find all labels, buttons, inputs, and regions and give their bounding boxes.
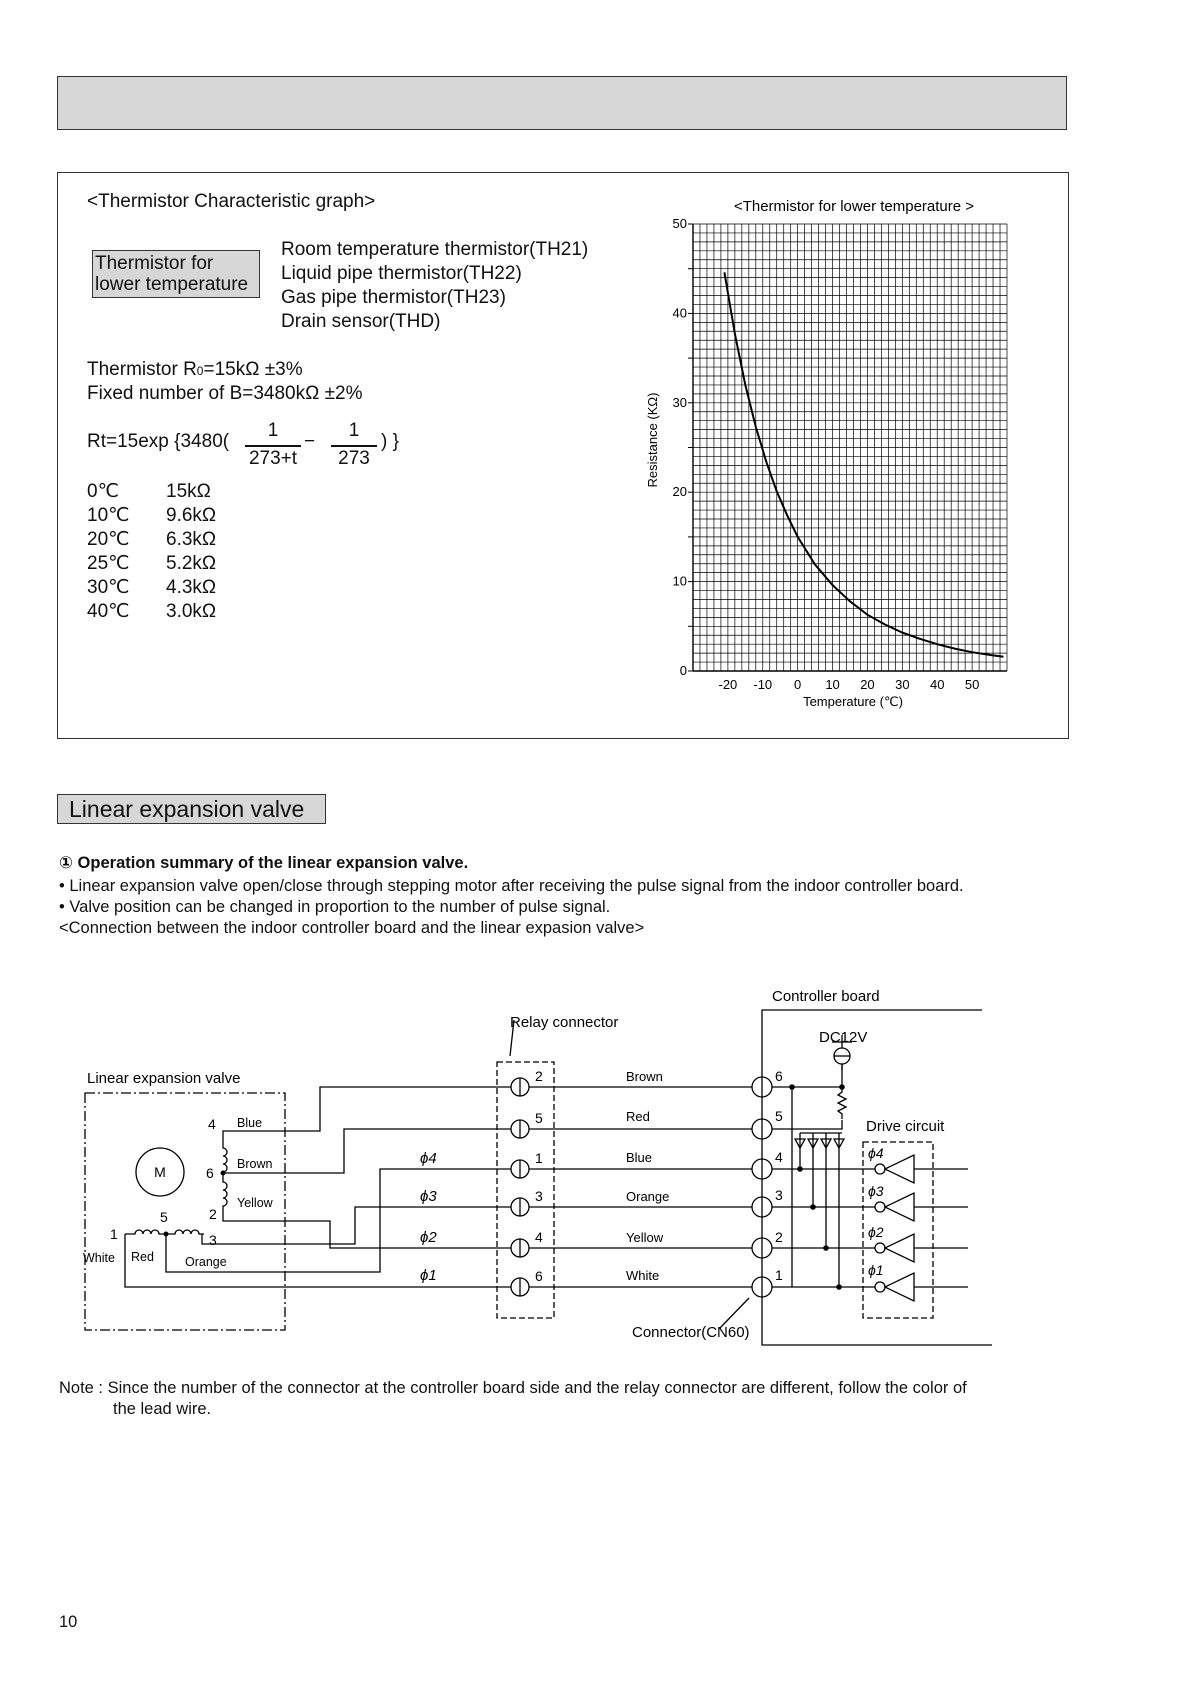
y-tick-label: 30 (672, 394, 687, 410)
motor-label: M (154, 1164, 166, 1180)
formula-num2: 1 (348, 420, 360, 441)
wire-color-label: Brown (626, 1069, 663, 1084)
phase-label: ϕ4 (420, 1150, 437, 1167)
x-tick-label: -10 (753, 677, 773, 692)
drive-phase-label: ϕ1 (868, 1262, 884, 1278)
connection-heading: <Connection between the indoor controller board and the linear expasion valve> (59, 919, 645, 937)
dc12v-label: DC12V (819, 1029, 868, 1046)
relay-connector-label: Relay connector (510, 1014, 619, 1031)
note-line-2: the lead wire. (113, 1400, 212, 1418)
formula-den1: 273+t (248, 448, 298, 469)
thermistor-graph-heading: <Thermistor Characteristic graph> (87, 191, 376, 212)
driver-triangle (885, 1193, 914, 1221)
x-tick-label: 20 (860, 677, 875, 692)
relay-pin-number: 4 (535, 1229, 543, 1245)
bullet-item: • Linear expansion valve open/close through stepping motor after receiving the pulse signal from the indoor controller board. (59, 877, 964, 895)
controller-board-outline (762, 1010, 992, 1345)
board-pin-number: 4 (775, 1149, 783, 1165)
controller-board-label: Controller board (772, 988, 880, 1005)
x-tick-label: 10 (825, 677, 840, 692)
formula-minus: − (304, 431, 316, 452)
thermistor-chart (0, 0, 1180, 740)
drive-phase-label: ϕ2 (868, 1224, 884, 1240)
driver-triangle (885, 1273, 914, 1301)
wire-color-label: Blue (626, 1150, 653, 1165)
y-tick-label: 10 (672, 573, 687, 589)
y-tick-label: 50 (672, 216, 687, 231)
motor-wire-label: Yellow (237, 1196, 273, 1210)
table-temp: 20℃ (87, 529, 130, 550)
tag-line-2: lower temperature (95, 274, 249, 295)
board-pin-number: 1 (775, 1267, 783, 1283)
phase-label: ϕ3 (420, 1188, 437, 1205)
x-tick-label: -20 (718, 677, 738, 692)
y-tick-label: 40 (672, 305, 687, 321)
relay-pin-number: 1 (535, 1150, 543, 1166)
formula-suffix: ) } (381, 431, 399, 452)
board-pin-number: 6 (775, 1068, 783, 1084)
sensor-item: Gas pipe thermistor(TH23) (281, 287, 506, 308)
motor-pin: 5 (160, 1209, 168, 1225)
table-res: 4.3kΩ (166, 577, 217, 598)
summary-heading: ① Operation summary of the linear expansion valve. (59, 854, 469, 872)
wiring-diagram (0, 960, 1180, 1360)
relay-pin-number: 5 (535, 1110, 543, 1126)
driver-bubble (875, 1202, 885, 1212)
motor-wire-label: Red (131, 1250, 154, 1264)
driver-triangle (885, 1234, 914, 1262)
table-temp: 0℃ (87, 481, 119, 502)
motor-wire-label: Brown (237, 1157, 273, 1171)
coil-lower (223, 1180, 227, 1214)
tag-line-1: Thermistor for (95, 253, 214, 274)
section-title: Linear expansion valve (57, 794, 326, 824)
board-pin-number: 5 (775, 1108, 783, 1124)
phase-label: ϕ2 (420, 1229, 437, 1246)
relay-pin-number: 6 (535, 1268, 543, 1284)
r0-value: =15kΩ ±3% (203, 359, 303, 380)
page-number: 10 (59, 1613, 78, 1631)
chart-grid (693, 224, 1007, 671)
lev-label: Linear expansion valve (87, 1070, 241, 1087)
motor-wire-label: White (83, 1251, 115, 1265)
y-tick-label: 0 (679, 663, 687, 678)
formula-den2: 273 (338, 448, 370, 469)
r0-prefix: Thermistor R (87, 359, 197, 380)
driver-bubble (875, 1243, 885, 1253)
table-temp: 40℃ (87, 601, 130, 622)
drive-phase-label: ϕ3 (868, 1183, 884, 1199)
chart-ylabel: Resistance (KΩ) (645, 392, 660, 488)
sensor-item: Room temperature thermistor(TH21) (281, 239, 589, 260)
motor-pin: 6 (206, 1165, 214, 1181)
driver-triangle (885, 1155, 914, 1183)
r0-subscript: 0 (196, 364, 204, 378)
chart-title: <Thermistor for lower temperature > (733, 198, 975, 215)
motor-pin: 2 (209, 1206, 217, 1222)
table-res: 3.0kΩ (166, 601, 217, 622)
driver-bubble (875, 1164, 885, 1174)
y-tick-label: 20 (672, 484, 687, 500)
connector-cn60-label: Connector(CN60) (632, 1324, 750, 1341)
table-temp: 10℃ (87, 505, 130, 526)
chart-xlabel: Temperature (℃) (803, 694, 903, 709)
motor-pin: 3 (209, 1232, 217, 1248)
motor-pin: 4 (208, 1116, 216, 1132)
table-res: 5.2kΩ (166, 553, 217, 574)
table-temp: 30℃ (87, 577, 130, 598)
resistance-curve (724, 272, 1003, 656)
table-temp: 25℃ (87, 553, 130, 574)
phase-label: ϕ1 (420, 1267, 437, 1284)
motor-pin: 1 (110, 1226, 118, 1242)
driver-bubble (875, 1282, 885, 1292)
x-tick-label: 0 (794, 677, 802, 692)
note-line-1: Note : Since the number of the connector at the controller board side and the relay connector are different, follow the color of (59, 1379, 967, 1397)
resistor (838, 1087, 846, 1119)
relay-pin-number: 2 (535, 1068, 543, 1084)
drive-circuit-label: Drive circuit (866, 1118, 945, 1135)
formula-num1: 1 (267, 420, 279, 441)
x-tick-label: 50 (964, 677, 980, 692)
board-pin-number: 3 (775, 1187, 783, 1203)
motor-wire-label: Orange (185, 1255, 227, 1269)
wire-color-label: Yellow (626, 1230, 664, 1245)
bullet-item: • Valve position can be changed in proportion to the number of pulse signal. (59, 898, 611, 916)
wire-color-label: White (626, 1268, 660, 1283)
b-constant: Fixed number of B=3480kΩ ±2% (87, 383, 363, 404)
sensor-item: Liquid pipe thermistor(TH22) (281, 263, 522, 284)
relay-pin-number: 3 (535, 1188, 543, 1204)
board-pin-number: 2 (775, 1229, 783, 1245)
formula-prefix: Rt=15exp {3480( (87, 431, 230, 452)
wire-color-label: Red (626, 1109, 650, 1124)
table-res: 9.6kΩ (166, 505, 217, 526)
wire-color-label: Orange (626, 1189, 670, 1204)
motor-wire-label: Blue (237, 1116, 263, 1130)
drive-phase-label: ϕ4 (868, 1145, 884, 1161)
sensor-item: Drain sensor(THD) (281, 311, 441, 332)
table-res: 6.3kΩ (166, 529, 217, 550)
table-res: 15kΩ (166, 481, 211, 502)
chart-ticks (673, 216, 980, 692)
x-tick-label: 40 (929, 677, 945, 692)
x-tick-label: 30 (895, 677, 910, 692)
